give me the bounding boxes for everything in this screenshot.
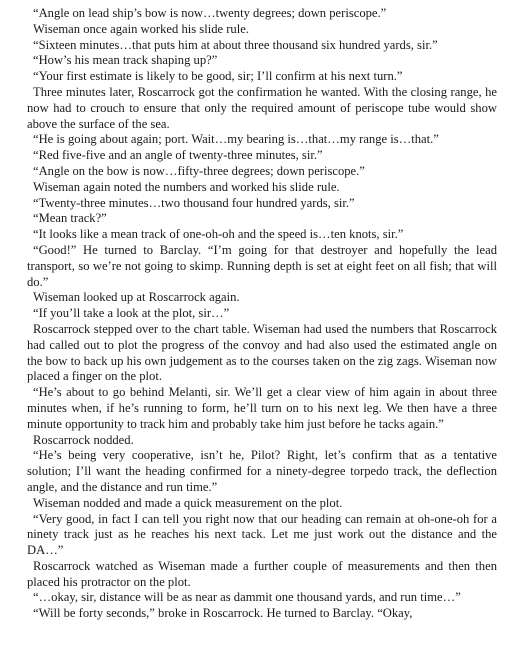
- paragraph: “It looks like a mean track of one-oh-oh and the speed is…ten knots, sir.”: [33, 227, 404, 242]
- paragraph: Wiseman again noted the numbers and worked his slide rule.: [33, 179, 340, 194]
- document-page: [27, 6, 497, 622]
- paragraph: “Mean track?”: [33, 211, 107, 226]
- paragraph: “How’s his mean track shaping up?”: [33, 53, 218, 68]
- paragraph: Roscarrock watched as Wiseman made a further couple of measurements and then then placed his protractor on the plot.: [27, 558, 497, 589]
- paragraph: “Will be forty seconds,” broke in Roscarrock. He turned to Barclay. “Okay,: [33, 606, 413, 621]
- paragraph: “He’s about to go behind Melanti, sir. We’ll get a clear view of him again in about three minutes when, if he’s running to form, he’ll turn on to his next leg. We then have a three minute opportunity to track him and probably take him just before he tacks again.”: [27, 385, 497, 431]
- paragraph: “…okay, sir, distance will be as near as dammit one thousand yards, and run time…”: [33, 590, 461, 605]
- paragraph: “Sixteen minutes…that puts him at about three thousand six hundred yards, sir.”: [33, 37, 438, 52]
- paragraph: Roscarrock stepped over to the chart table. Wiseman had used the numbers that Roscarrock had called out to plot the progress of the convoy and had also used the estimated angle on the bow to back up his own judgement as to the courses taken on the zig zags. Wiseman now placed a finger on the plot.: [27, 321, 497, 384]
- paragraph: “Angle on the bow is now…fifty-three degrees; down periscope.”: [33, 163, 365, 178]
- paragraph: “He’s being very cooperative, isn’t he, Pilot? Right, let’s confirm that as a tentative solution; I’ll want the heading confirmed for a ninety-degree torpedo track, the deflection angle, and the distance and run time.”: [27, 448, 497, 494]
- paragraph: Three minutes later, Roscarrock got the confirmation he wanted. With the closing range, he now had to crouch to ensure that only the required amount of periscope tube would show above the surface of the sea.: [27, 84, 497, 131]
- paragraph: “Twenty-three minutes…two thousand four hundred yards, sir.”: [33, 195, 355, 210]
- paragraph: “If you’ll take a look at the plot, sir…”: [33, 306, 230, 321]
- paragraph: Wiseman looked up at Roscarrock again.: [33, 290, 240, 305]
- paragraph: “Good!” He turned to Barclay. “I’m going for that destroyer and hopefully the lead transport, so we’re not going to skimp. Running depth is set at eight feet on all fish; that will do.”: [27, 242, 497, 289]
- paragraph: Roscarrock nodded.: [33, 432, 134, 447]
- paragraph: “Red five-five and an angle of twenty-three minutes, sir.”: [33, 148, 323, 163]
- paragraph: “Your first estimate is likely to be good, sir; I’ll confirm at his next turn.”: [33, 69, 403, 84]
- paragraph: “Angle on lead ship’s bow is now…twenty degrees; down periscope.”: [33, 6, 387, 20]
- paragraph: Wiseman once again worked his slide rule.: [33, 21, 249, 36]
- paragraph: “He is going about again; port. Wait…my bearing is…that…my range is…that.”: [33, 132, 439, 147]
- paragraph: “Very good, in fact I can tell you right now that our heading can remain at oh-one-oh for a ninety track just as he reaches his next tack. Let me just work out the distance and the DA…”: [27, 511, 497, 558]
- paragraph: Wiseman nodded and made a quick measurement on the plot.: [33, 495, 343, 510]
